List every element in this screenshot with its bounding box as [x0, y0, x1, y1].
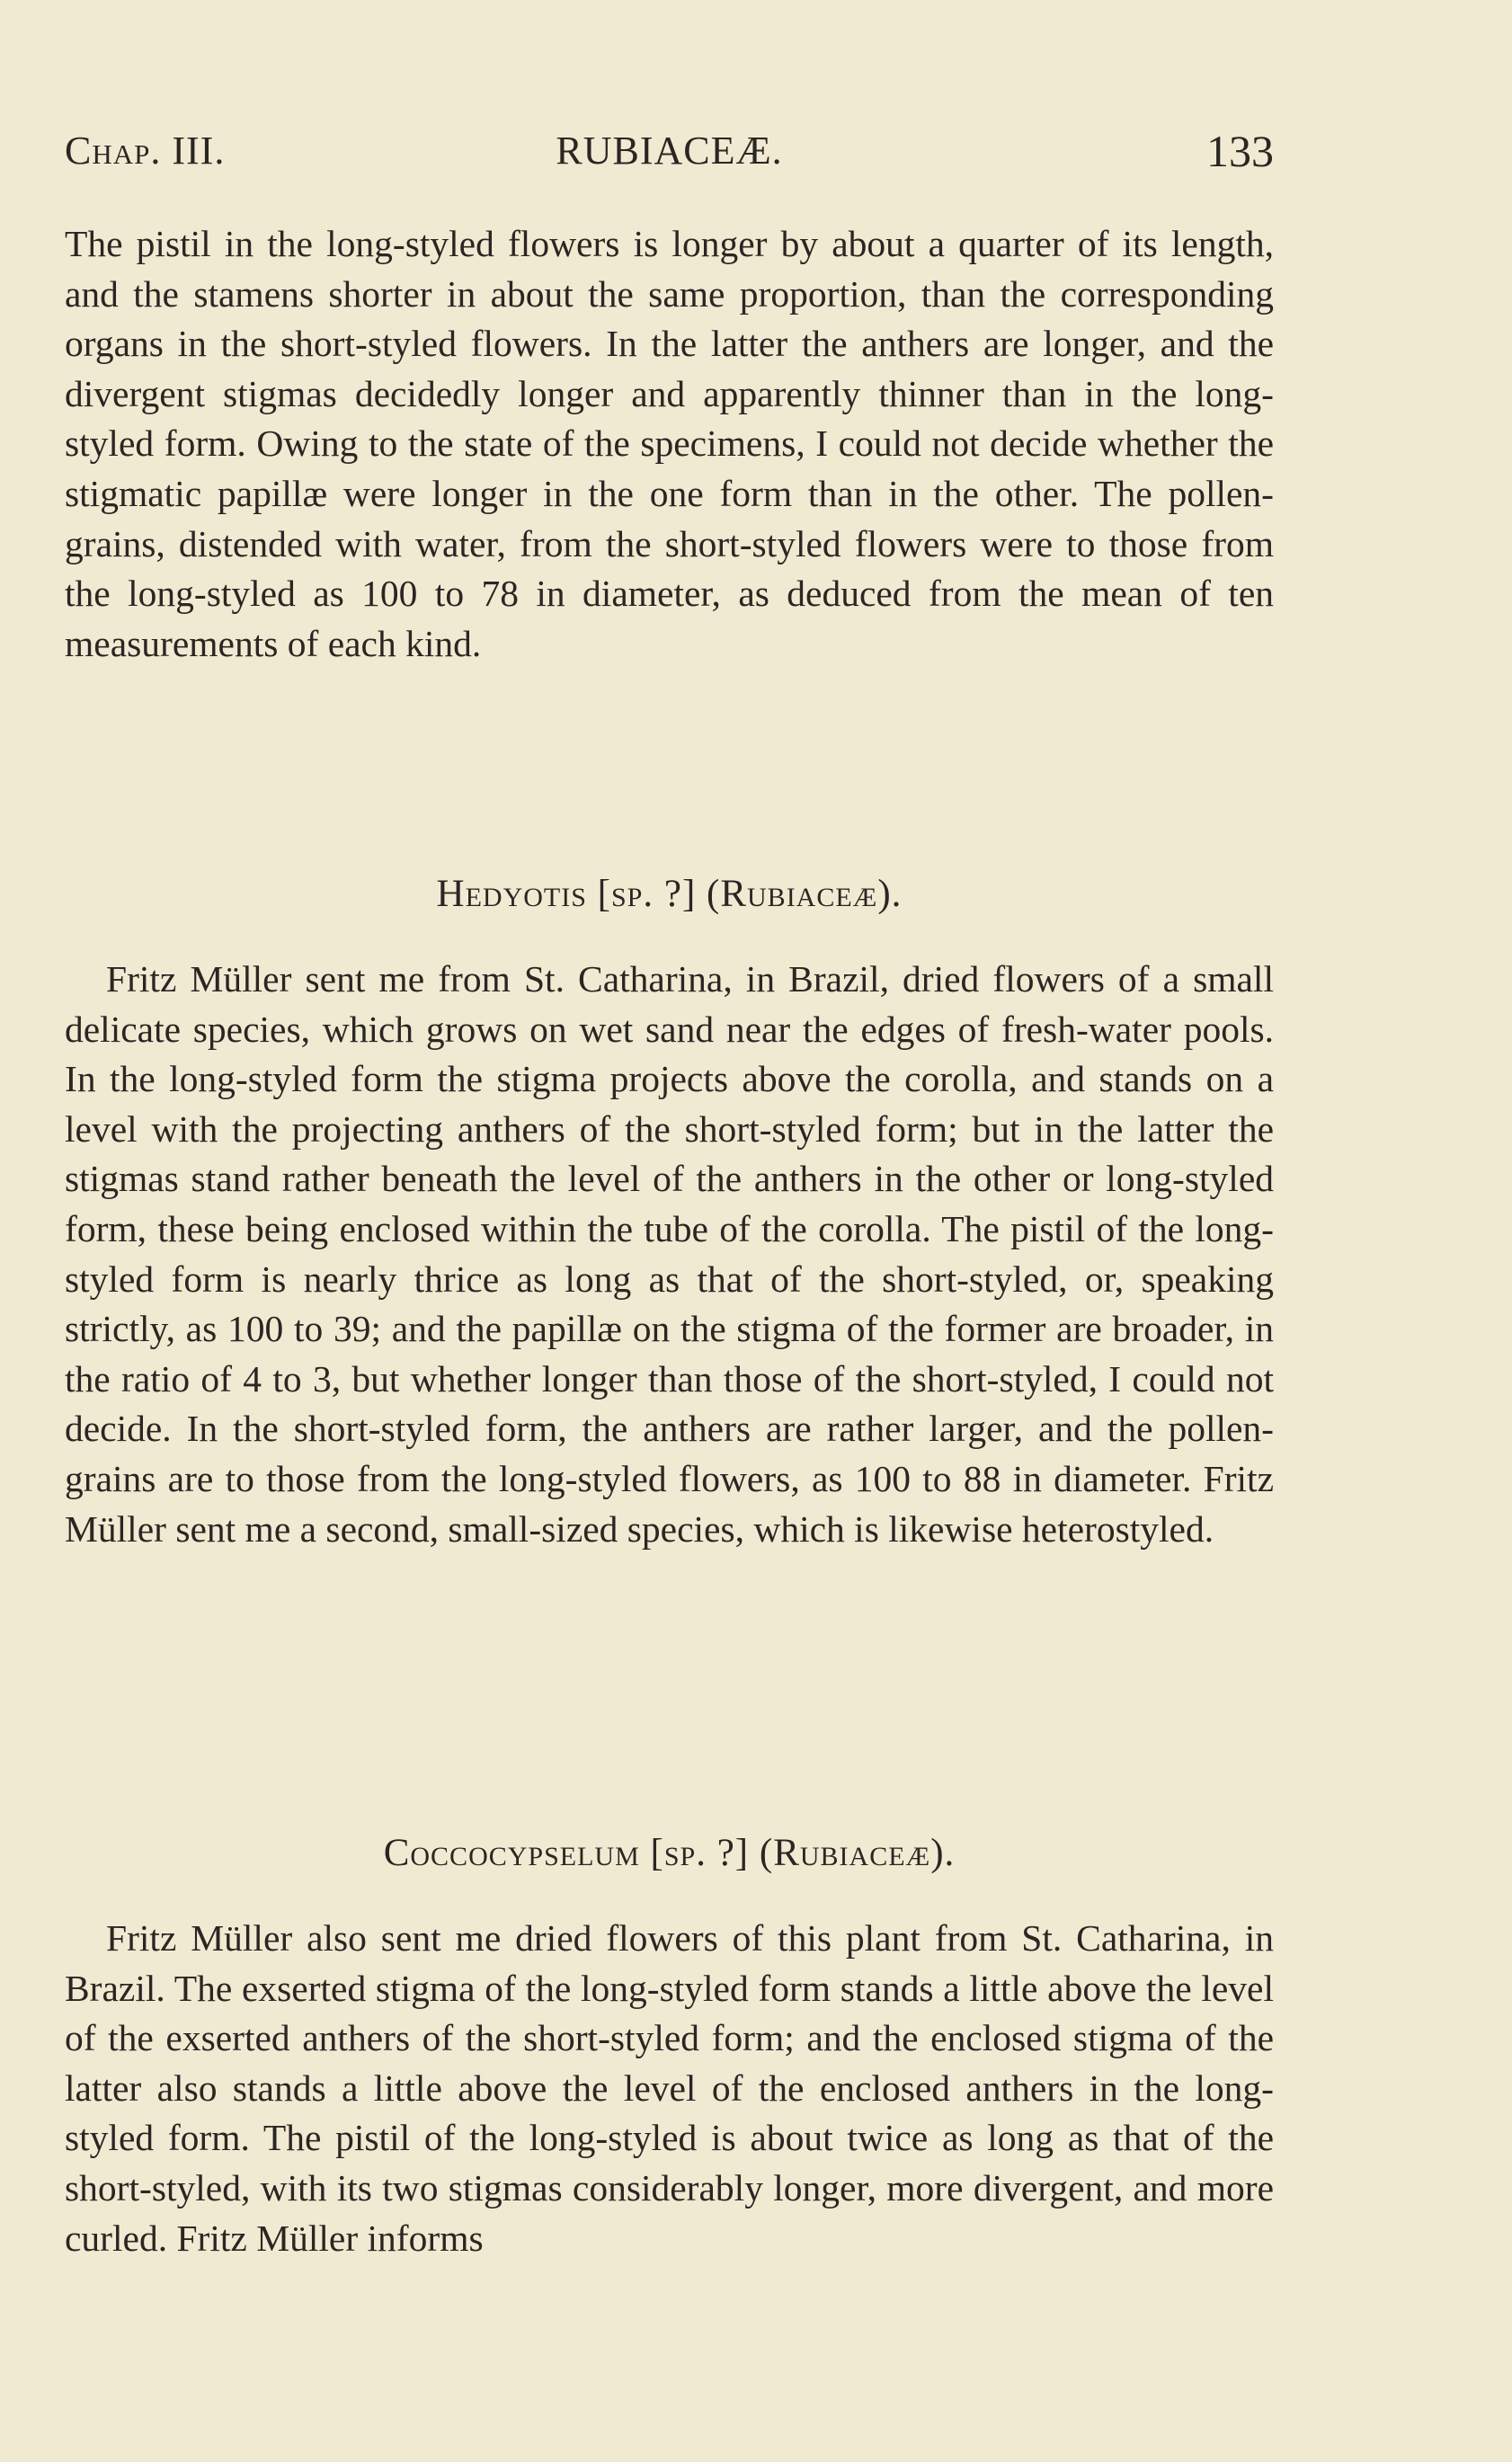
paragraph-hedyotis: Fritz Müller sent me from St. Catharina, in Brazil, dried flowers of a small delicate species, which grows on wet sand near the edges of fresh-water pools. In the long-styled form the stigma projects above the corolla, and stands on a level with the projecting anthers of the short-styled form; but in the latter the stigmas stand rather beneath the level of the anthers in the other or long-styled form, these being enclosed within the tube of the corolla. The pistil of the long-styled form is nearly thrice as long as that of the short-styled, or, speaking strictly, as 100 to 39; and the papillæ on the stigma of the former are broader, in the ratio of 4 to 3, but whether longer than those of the short-styled, I could not decide. In the short-styled form, the anthers are rather larger, and the pollen-grains are to those from the long-styled flowers, as 100 to 88 in diameter. Fritz Müller sent me a second, small-sized species, which is likewise heterostyled.: [65, 958, 1274, 1550]
family-name: (Rubiaceæ).: [759, 1832, 956, 1874]
chapter-label: Chap. III.: [65, 129, 226, 173]
genus-name: Hedyotis: [436, 873, 587, 915]
running-title: RUBIACEÆ.: [556, 129, 783, 173]
species-qualifier: [sp. ?]: [650, 1832, 750, 1874]
species-qualifier: [sp. ?]: [597, 873, 697, 915]
family-name: (Rubiaceæ).: [707, 873, 903, 915]
genus-name: Coccocypselum: [383, 1832, 640, 1874]
paragraph-coccocypselum: Fritz Müller also sent me dried flowers of this plant from St. Catharina, in Brazil. The exserted stigma of the long-styled form stands a little above the level of the exserted anthers of the short-styled form; and the enclosed stigma of the latter also stands a little above the level of the enclosed anthers in the long-styled form. The pistil of the long-styled is about twice as long as that of the short-styled, with its two stigmas considerably longer, more divergent, and more curled. Fritz Müller informs: [65, 1917, 1274, 2259]
section-heading-coccocypselum: [65, 1827, 1274, 1880]
page-number: 133: [1206, 126, 1274, 176]
section-heading-hedyotis: [65, 867, 1274, 921]
paragraph-rubiaceae-continued: The pistil in the long-styled flowers is longer by about a quarter of its length, and the stamens shorter in about the same proportion, than the corresponding organs in the short-styled flowers. In the latter the anthers are longer, and the divergent stigmas decidedly longer and apparently thinner than in the long-styled form. Owing to the state of the specimens, I could not decide whether the stigmatic papillæ were longer in the one form than in the other. The pollen-grains, distended with water, from the short-styled flowers were to those from the long-styled as 100 to 78 in diameter, as deduced from the mean of ten measurements of each kind.: [65, 223, 1274, 664]
running-header: [65, 124, 1274, 178]
